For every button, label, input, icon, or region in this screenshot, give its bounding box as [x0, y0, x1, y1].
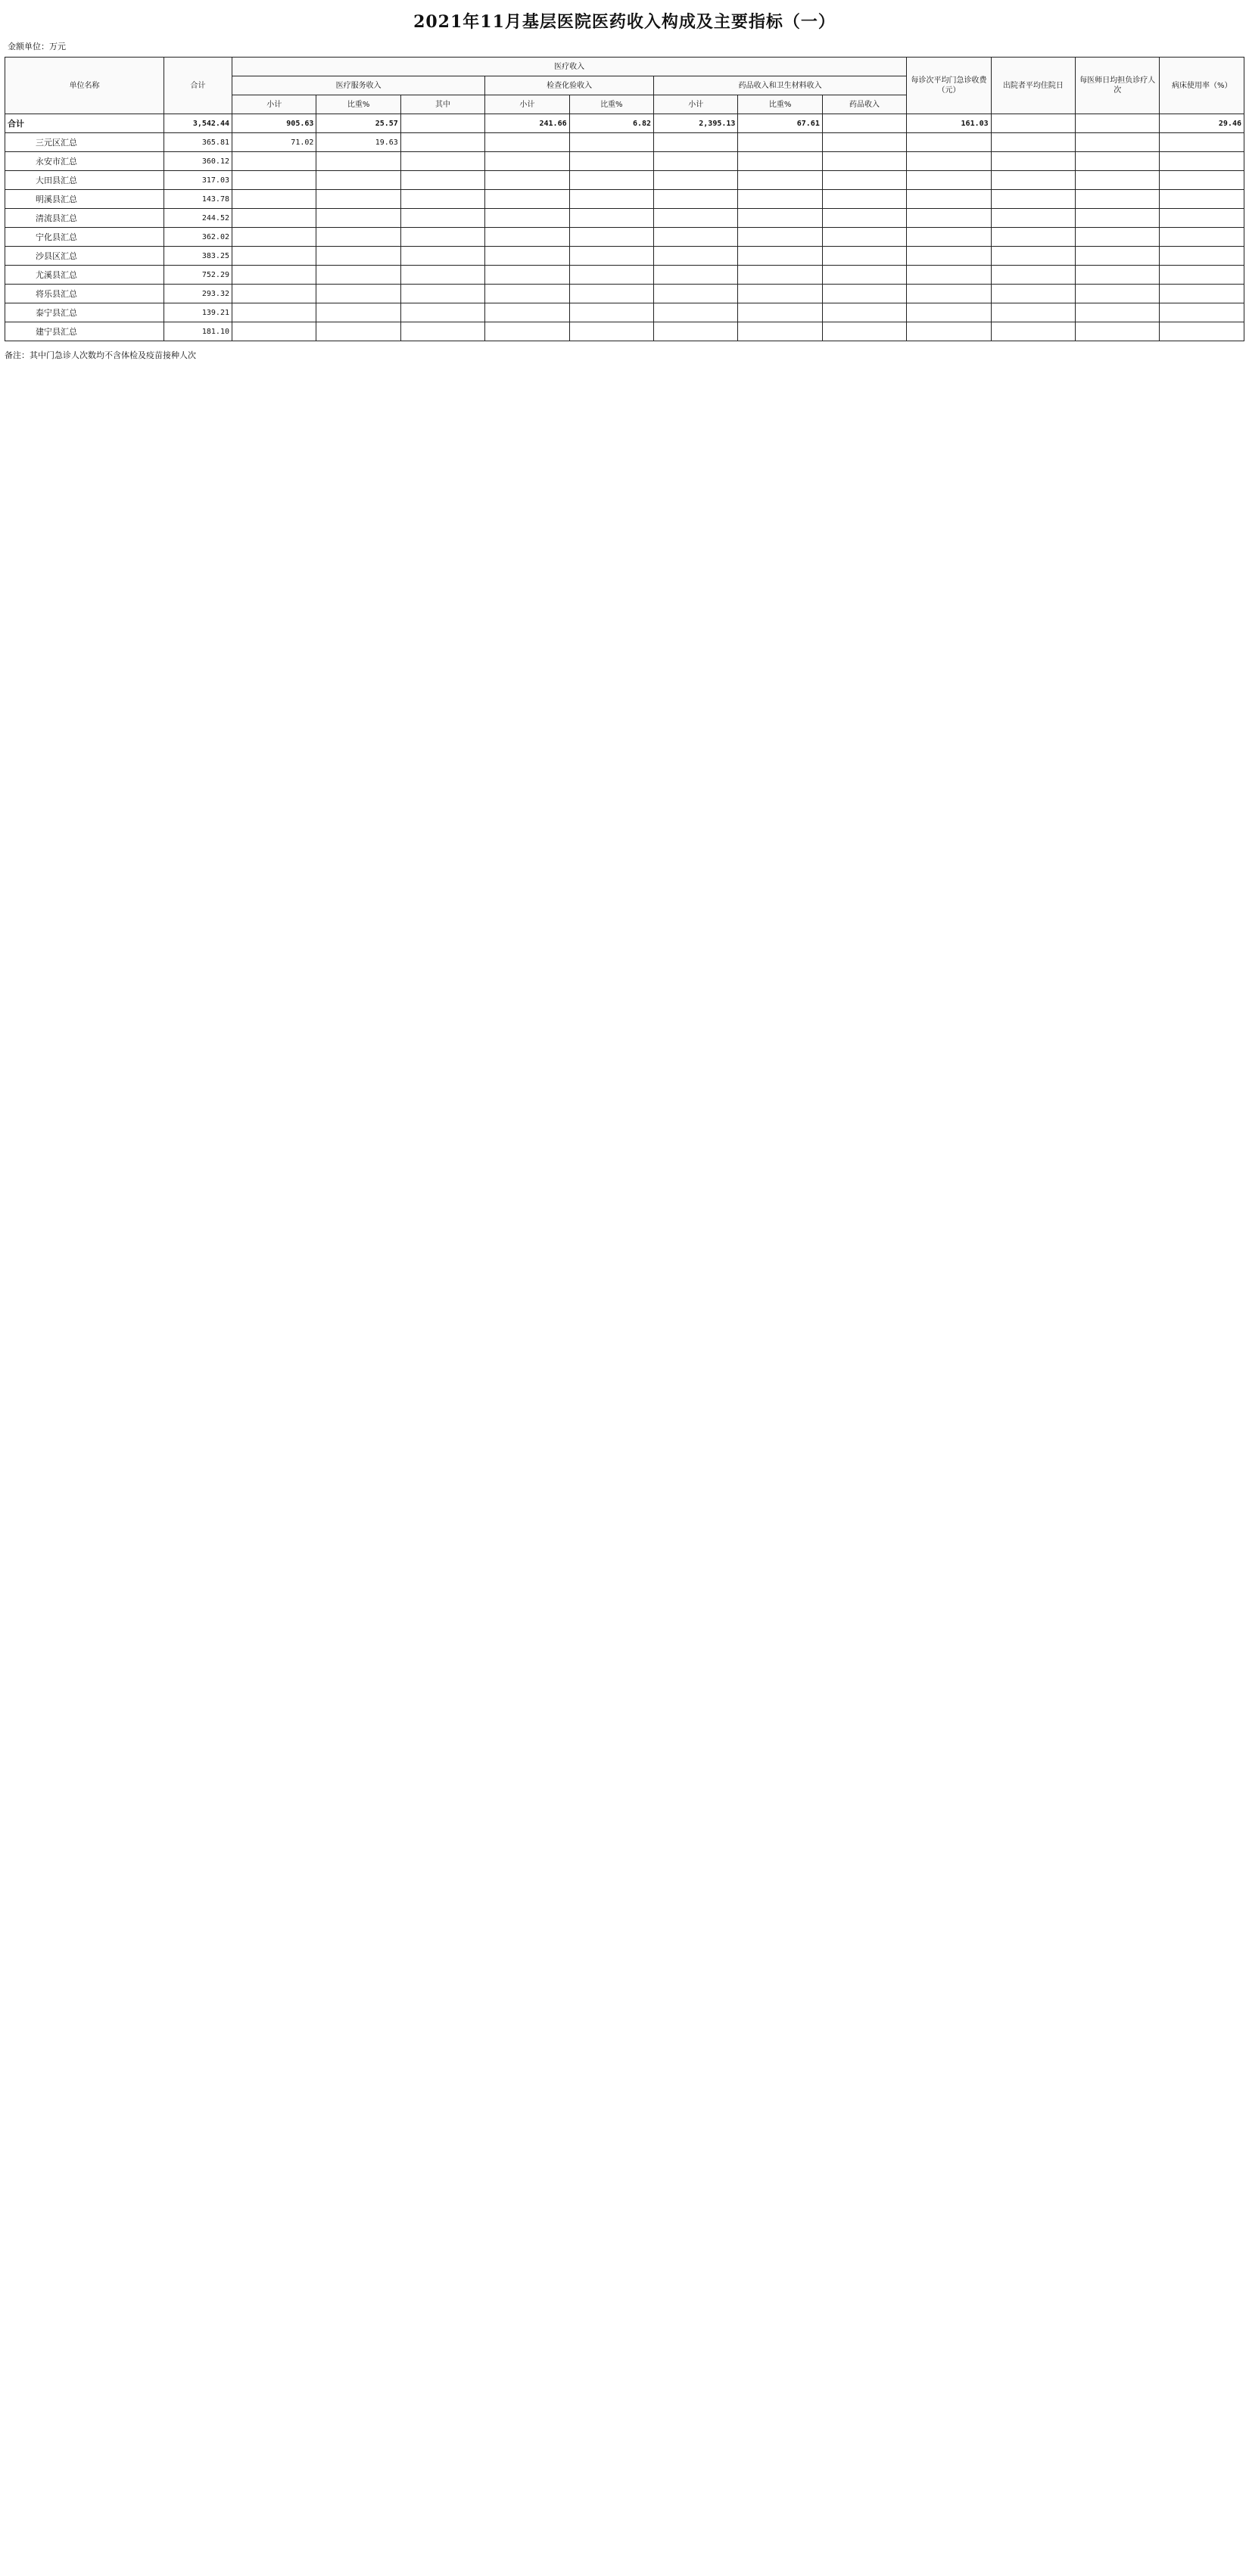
cell-blank	[400, 266, 484, 285]
cell-blank	[991, 133, 1075, 152]
table-body	[5, 114, 1244, 341]
table-header	[5, 58, 1244, 114]
cell-name: 大田县汇总	[5, 171, 164, 190]
header-drug-subtotal: 小计	[654, 95, 738, 114]
cell-blank	[1076, 152, 1160, 171]
cell-per-visit	[907, 322, 991, 341]
cell-exam-sub	[485, 322, 569, 341]
cell-drug-sub	[654, 171, 738, 190]
cell-blank	[400, 133, 484, 152]
cell-bed-usage	[1160, 247, 1244, 266]
cell-name: 三元区汇总	[5, 133, 164, 152]
header-service-of-which: 其中	[400, 95, 484, 114]
cell-blank	[1076, 171, 1160, 190]
cell-per-visit	[907, 171, 991, 190]
cell-svc-share	[316, 152, 400, 171]
cell-exam-share	[569, 171, 653, 190]
cell-blank	[822, 285, 906, 303]
cell-blank	[400, 322, 484, 341]
cell-per-visit	[907, 285, 991, 303]
cell-svc-share	[316, 171, 400, 190]
header-exam-subtotal: 小计	[485, 95, 569, 114]
cell-blank	[822, 266, 906, 285]
cell-drug-share	[738, 133, 822, 152]
summary-row	[5, 209, 1244, 228]
cell-total: 383.25	[164, 247, 232, 266]
cell-total: 365.81	[164, 133, 232, 152]
cell-per-visit	[907, 133, 991, 152]
cell-blank	[822, 322, 906, 341]
cell-blank	[822, 247, 906, 266]
cell-per-visit	[907, 247, 991, 266]
header-visits-per-doctor: 每医师日均担负诊疗人次	[1076, 58, 1160, 114]
cell-svc-sub	[232, 152, 316, 171]
cell-bed-usage	[1160, 190, 1244, 209]
cell-blank	[822, 303, 906, 322]
cell-blank	[991, 266, 1075, 285]
cell-svc-sub: 71.02	[232, 133, 316, 152]
cell-total: 244.52	[164, 209, 232, 228]
cell-blank	[991, 303, 1075, 322]
cell-exam-share	[569, 266, 653, 285]
cell-svc-sub	[232, 190, 316, 209]
cell-per-visit	[907, 209, 991, 228]
cell-total: 139.21	[164, 303, 232, 322]
cell-blank	[822, 209, 906, 228]
cell-per-visit	[907, 266, 991, 285]
cell-drug-sub	[654, 247, 738, 266]
unit-note: 金额单位：万元	[8, 42, 66, 51]
cell-svc-sub: 905.63	[232, 114, 316, 133]
cell-svc-share	[316, 247, 400, 266]
cell-svc-share: 19.63	[316, 133, 400, 152]
cell-drug-share	[738, 322, 822, 341]
cell-drug-sub	[654, 266, 738, 285]
cell-total: 181.10	[164, 322, 232, 341]
cell-name: 尤溪县汇总	[5, 266, 164, 285]
cell-drug-sub	[654, 190, 738, 209]
header-drug-income: 药品收入和卫生材料收入	[654, 76, 907, 95]
cell-svc-share	[316, 285, 400, 303]
cell-blank	[991, 247, 1075, 266]
cell-exam-sub	[485, 171, 569, 190]
cell-name: 清流县汇总	[5, 209, 164, 228]
cell-blank	[400, 171, 484, 190]
cell-svc-share	[316, 322, 400, 341]
summary-row	[5, 133, 1244, 152]
cell-blank	[991, 322, 1075, 341]
cell-drug-share: 67.61	[738, 114, 822, 133]
cell-per-visit: 161.03	[907, 114, 991, 133]
cell-exam-sub	[485, 152, 569, 171]
header-total: 合计	[164, 58, 232, 114]
cell-per-visit	[907, 190, 991, 209]
cell-exam-share	[569, 303, 653, 322]
cell-blank	[400, 228, 484, 247]
cell-exam-share	[569, 133, 653, 152]
summary-row	[5, 190, 1244, 209]
footnote: 备注：其中门急诊人次数均不含体检及疫苗接种人次	[5, 350, 196, 360]
summary-row	[5, 152, 1244, 171]
cell-bed-usage	[1160, 133, 1244, 152]
cell-drug-share	[738, 171, 822, 190]
cell-bed-usage: 29.46	[1160, 114, 1244, 133]
cell-svc-share	[316, 209, 400, 228]
header-exam-share: 比重%	[569, 95, 653, 114]
header-name: 单位名称	[5, 58, 164, 114]
cell-exam-share	[569, 152, 653, 171]
cell-blank	[1076, 190, 1160, 209]
cell-total: 143.78	[164, 190, 232, 209]
cell-drug-share	[738, 247, 822, 266]
cell-bed-usage	[1160, 228, 1244, 247]
cell-blank	[400, 303, 484, 322]
header-exam-income: 检查化验收入	[485, 76, 654, 95]
cell-name: 将乐县汇总	[5, 285, 164, 303]
cell-per-visit	[907, 228, 991, 247]
cell-blank	[1076, 322, 1160, 341]
summary-row	[5, 303, 1244, 322]
cell-name: 合计	[5, 114, 164, 133]
cell-blank	[400, 247, 484, 266]
cell-blank	[991, 114, 1075, 133]
cell-svc-sub	[232, 171, 316, 190]
cell-blank	[991, 209, 1075, 228]
cell-svc-share	[316, 266, 400, 285]
cell-blank	[991, 171, 1075, 190]
cell-blank	[400, 285, 484, 303]
header-service-subtotal: 小计	[232, 95, 316, 114]
cell-blank	[1076, 247, 1160, 266]
cell-exam-share	[569, 285, 653, 303]
summary-row	[5, 171, 1244, 190]
cell-bed-usage	[1160, 171, 1244, 190]
cell-exam-share	[569, 190, 653, 209]
summary-row	[5, 247, 1244, 266]
cell-exam-sub	[485, 190, 569, 209]
cell-blank	[991, 190, 1075, 209]
cell-exam-sub: 241.66	[485, 114, 569, 133]
header-per-bed-day: 出院者平均住院日	[991, 58, 1075, 114]
cell-name: 沙县区汇总	[5, 247, 164, 266]
cell-drug-share	[738, 285, 822, 303]
cell-name: 宁化县汇总	[5, 228, 164, 247]
cell-svc-sub	[232, 285, 316, 303]
cell-blank	[991, 285, 1075, 303]
cell-drug-share	[738, 303, 822, 322]
cell-blank	[822, 190, 906, 209]
cell-total: 360.12	[164, 152, 232, 171]
header-per-visit: 每诊次平均门急诊收费（元）	[907, 58, 991, 114]
cell-per-visit	[907, 152, 991, 171]
cell-name: 明溪县汇总	[5, 190, 164, 209]
cell-drug-share	[738, 190, 822, 209]
cell-drug-sub	[654, 322, 738, 341]
cell-blank	[822, 152, 906, 171]
cell-bed-usage	[1160, 322, 1244, 341]
summary-row	[5, 322, 1244, 341]
cell-drug-share	[738, 228, 822, 247]
cell-drug-share	[738, 266, 822, 285]
cell-drug-sub	[654, 228, 738, 247]
cell-blank	[1076, 303, 1160, 322]
cell-drug-sub	[654, 209, 738, 228]
report-title: 2021年11月基层医院医药收入构成及主要指标（一）	[413, 12, 836, 32]
cell-exam-share	[569, 228, 653, 247]
cell-blank	[400, 190, 484, 209]
summary-row	[5, 285, 1244, 303]
cell-svc-share: 25.57	[316, 114, 400, 133]
cell-blank	[822, 114, 906, 133]
cell-blank	[1076, 266, 1160, 285]
cell-exam-sub	[485, 303, 569, 322]
income-table	[5, 57, 1244, 341]
cell-svc-sub	[232, 247, 316, 266]
cell-exam-share: 6.82	[569, 114, 653, 133]
cell-blank	[1076, 209, 1160, 228]
cell-blank	[400, 114, 484, 133]
cell-blank	[991, 228, 1075, 247]
cell-total: 317.03	[164, 171, 232, 190]
cell-total: 293.32	[164, 285, 232, 303]
cell-bed-usage	[1160, 285, 1244, 303]
cell-exam-sub	[485, 228, 569, 247]
cell-exam-sub	[485, 209, 569, 228]
cell-svc-sub	[232, 322, 316, 341]
cell-svc-share	[316, 190, 400, 209]
cell-blank	[822, 171, 906, 190]
cell-svc-sub	[232, 266, 316, 285]
cell-blank	[1076, 228, 1160, 247]
cell-bed-usage	[1160, 266, 1244, 285]
cell-blank	[822, 228, 906, 247]
cell-svc-sub	[232, 303, 316, 322]
cell-blank	[400, 209, 484, 228]
cell-drug-share	[738, 152, 822, 171]
cell-exam-sub	[485, 285, 569, 303]
cell-name: 建宁县汇总	[5, 322, 164, 341]
header-drug-share: 比重%	[738, 95, 822, 114]
cell-drug-share	[738, 209, 822, 228]
summary-row	[5, 228, 1244, 247]
cell-blank	[1076, 285, 1160, 303]
cell-drug-sub	[654, 133, 738, 152]
cell-drug-sub: 2,395.13	[654, 114, 738, 133]
cell-exam-sub	[485, 133, 569, 152]
cell-bed-usage	[1160, 152, 1244, 171]
cell-name: 泰宁县汇总	[5, 303, 164, 322]
cell-bed-usage	[1160, 303, 1244, 322]
cell-exam-share	[569, 209, 653, 228]
header-service-share: 比重%	[316, 95, 400, 114]
cell-drug-sub	[654, 152, 738, 171]
header-medical-income: 医疗收入	[232, 58, 907, 76]
cell-exam-sub	[485, 247, 569, 266]
cell-per-visit	[907, 303, 991, 322]
cell-blank	[991, 152, 1075, 171]
cell-svc-sub	[232, 228, 316, 247]
cell-svc-share	[316, 228, 400, 247]
header-bed-usage: 病床使用率（%）	[1160, 58, 1244, 114]
cell-exam-share	[569, 247, 653, 266]
cell-blank	[1076, 133, 1160, 152]
cell-total: 3,542.44	[164, 114, 232, 133]
cell-exam-sub	[485, 266, 569, 285]
cell-total: 362.02	[164, 228, 232, 247]
cell-svc-sub	[232, 209, 316, 228]
cell-drug-sub	[654, 303, 738, 322]
cell-blank	[400, 152, 484, 171]
cell-blank	[1076, 114, 1160, 133]
cell-svc-share	[316, 303, 400, 322]
header-service-income: 医疗服务收入	[232, 76, 485, 95]
cell-drug-sub	[654, 285, 738, 303]
cell-blank	[822, 133, 906, 152]
cell-bed-usage	[1160, 209, 1244, 228]
summary-row	[5, 266, 1244, 285]
cell-exam-share	[569, 322, 653, 341]
header-drug-fee: 药品收入	[822, 95, 906, 114]
total-row	[5, 114, 1244, 133]
cell-name: 永安市汇总	[5, 152, 164, 171]
cell-total: 752.29	[164, 266, 232, 285]
